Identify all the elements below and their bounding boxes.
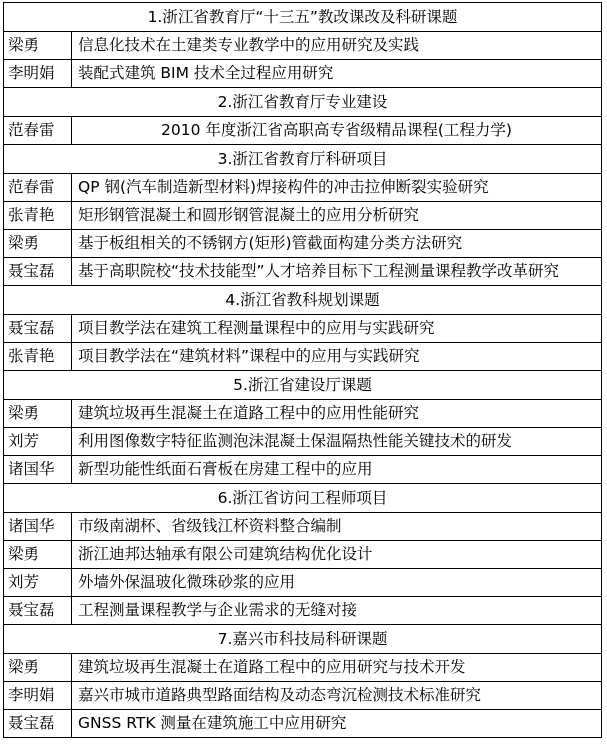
- section-header-row: [4, 3, 602, 32]
- table-row: [4, 456, 602, 484]
- project-title: 基于板组相关的不锈钢方(矩形)管截面构建分类方法研究: [72, 230, 602, 258]
- project-title: 市级南湖杯、省级钱江杯资料整合编制: [72, 513, 602, 541]
- project-title: 建筑垃圾再生混凝土在道路工程中的应用研究与技术开发: [72, 654, 602, 682]
- section-title: 6.浙江省访问工程师项目: [4, 484, 602, 513]
- project-title: 矩形钢管混凝土和圆形钢管混凝土的应用分析研究: [72, 202, 602, 230]
- project-title: 基于高职院校“技术技能型”人才培养目标下工程测量课程教学改革研究: [72, 258, 602, 286]
- table-row: [4, 315, 602, 343]
- person-name: 张青艳: [4, 343, 72, 371]
- person-name: 梁勇: [4, 230, 72, 258]
- person-name: 聂宝磊: [4, 315, 72, 343]
- project-title: 信息化技术在土建类专业教学中的应用研究及实践: [72, 32, 602, 60]
- section-title: 2.浙江省教育厅专业建设: [4, 88, 602, 117]
- table-row: [4, 400, 602, 428]
- section-header-row: [4, 371, 602, 400]
- section-title: 1.浙江省教育厅“十三五”教改课改及科研课题: [4, 3, 602, 32]
- section-title: 5.浙江省建设厅课题: [4, 371, 602, 400]
- table-row: [4, 428, 602, 456]
- table-row: [4, 513, 602, 541]
- table-row: [4, 230, 602, 258]
- section-header-row: [4, 286, 602, 315]
- project-title: 工程测量课程教学与企业需求的无缝对接: [72, 597, 602, 625]
- table-row: [4, 682, 602, 710]
- table-row: [4, 343, 602, 371]
- person-name: 聂宝磊: [4, 258, 72, 286]
- person-name: 梁勇: [4, 654, 72, 682]
- projects-table: [3, 2, 602, 738]
- section-header-row: [4, 484, 602, 513]
- projects-table-body: [4, 3, 602, 738]
- person-name: 刘芳: [4, 569, 72, 597]
- table-row: [4, 258, 602, 286]
- section-header-row: [4, 145, 602, 174]
- project-title: 项目教学法在“建筑材料”课程中的应用与实践研究: [72, 343, 602, 371]
- person-name: 张青艳: [4, 202, 72, 230]
- section-header-row: [4, 88, 602, 117]
- person-name: 梁勇: [4, 32, 72, 60]
- table-row: [4, 32, 602, 60]
- project-title: 利用图像数字特征监测泡沫混凝土保温隔热性能关键技术的研发: [72, 428, 602, 456]
- table-row: [4, 541, 602, 569]
- table-row: [4, 710, 602, 738]
- person-name: 刘芳: [4, 428, 72, 456]
- project-title: 新型功能性纸面石膏板在房建工程中的应用: [72, 456, 602, 484]
- project-title: 建筑垃圾再生混凝土在道路工程中的应用性能研究: [72, 400, 602, 428]
- table-row: [4, 202, 602, 230]
- project-title: 装配式建筑 BIM 技术全过程应用研究: [72, 60, 602, 88]
- person-name: 聂宝磊: [4, 710, 72, 738]
- table-row: [4, 117, 602, 145]
- section-title: 3.浙江省教育厅科研项目: [4, 145, 602, 174]
- table-row: [4, 60, 602, 88]
- person-name: 范春雷: [4, 174, 72, 202]
- table-row: [4, 597, 602, 625]
- project-title: 2010 年度浙江省高职高专省级精品课程(工程力学): [72, 117, 602, 145]
- project-title: 浙江迪邦达轴承有限公司建筑结构优化设计: [72, 541, 602, 569]
- person-name: 诸国华: [4, 513, 72, 541]
- project-title: QP 钢(汽车制造新型材料)焊接构件的冲击拉伸断裂实验研究: [72, 174, 602, 202]
- table-row: [4, 569, 602, 597]
- person-name: 梁勇: [4, 541, 72, 569]
- project-title: 外墙外保温玻化微珠砂浆的应用: [72, 569, 602, 597]
- person-name: 聂宝磊: [4, 597, 72, 625]
- person-name: 诸国华: [4, 456, 72, 484]
- section-title: 7.嘉兴市科技局科研课题: [4, 625, 602, 654]
- person-name: 李明娟: [4, 60, 72, 88]
- project-title: 项目教学法在建筑工程测量课程中的应用与实践研究: [72, 315, 602, 343]
- table-row: [4, 174, 602, 202]
- person-name: 李明娟: [4, 682, 72, 710]
- person-name: 梁勇: [4, 400, 72, 428]
- table-row: [4, 654, 602, 682]
- section-title: 4.浙江省教科规划课题: [4, 286, 602, 315]
- person-name: 范春雷: [4, 117, 72, 145]
- project-title: GNSS RTK 测量在建筑施工中应用研究: [72, 710, 602, 738]
- section-header-row: [4, 625, 602, 654]
- project-title: 嘉兴市城市道路典型路面结构及动态弯沉检测技术标准研究: [72, 682, 602, 710]
